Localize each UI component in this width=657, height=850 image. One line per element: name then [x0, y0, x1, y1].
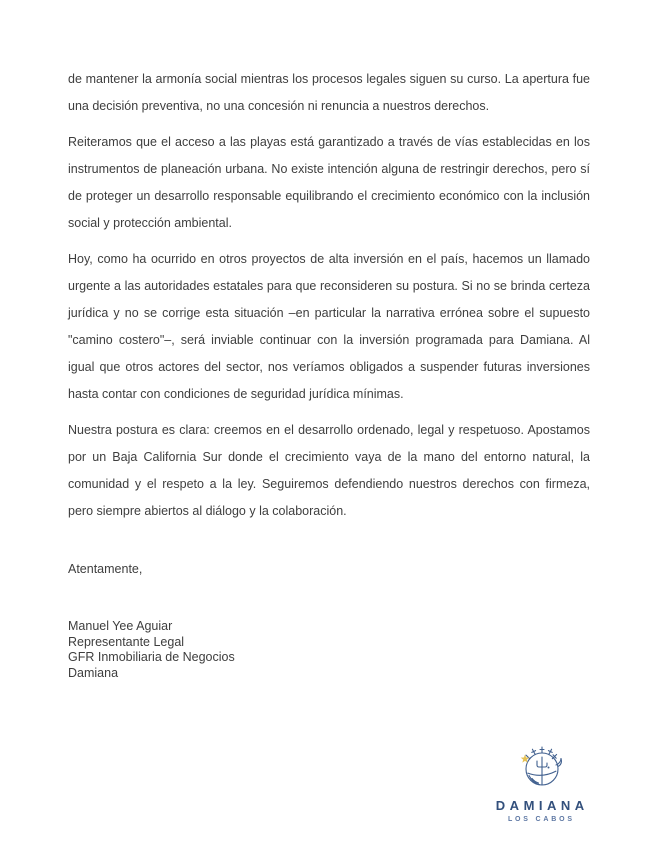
signature-block — [68, 619, 590, 681]
paragraph-4: Nuestra postura es clara: creemos en el desarrollo ordenado, legal y respetuoso. Apostamos por un Baja California Sur donde el crecimiento vaya de la mano del entorno natural, la comunidad y el respeto a la ley. Seguiremos defendiendo nuestros derechos con firmeza, pero siempre abiertos al diálogo y la colaboración. — [68, 423, 590, 518]
damiana-logo — [480, 740, 600, 823]
signatory-name: Manuel Yee Aguiar — [68, 619, 173, 633]
pufferfish-cactus-emblem-icon — [515, 740, 565, 792]
paragraph-1: de mantener la armonía social mientras los procesos legales siguen su curso. La apertura fue una decisión preventiva, no una concesión ni renuncia a nuestros derechos. — [68, 72, 590, 113]
eye — [548, 767, 550, 769]
paragraph-2: Reiteramos que el acceso a las playas está garantizado a través de vías establecidas en los instrumentos de planeación urbana. No existe intención alguna de restringir derechos, pero sí de proteger un desarrollo responsable equilibrando el crecimiento económico con la inclusión social y protección ambiental. — [68, 135, 590, 230]
signatory-project: Damiana — [68, 665, 119, 680]
paragraph-3: Hoy, como ha ocurrido en otros proyectos de alta inversión en el país, hacemos un llamado urgente a las autoridades estatales para que reconsideren su postura. Si no se brinda certeza jurídica y no se corrige esta situación –en particular la narrativa errónea sobre el supuesto "camino costero"–, será inviable continuar con la inversión programada para Damiana. Al igual que otros actores del sector, nos veríamos obligados a suspender futuras inversiones hasta contar con condiciones de seguridad jurídica mínimas. — [68, 252, 590, 401]
logo-location-text: LOS CABOS — [507, 816, 575, 823]
closing-salutation: Atentamente, — [68, 562, 143, 576]
signatory-title: Representante Legal — [68, 634, 185, 649]
letter-body — [68, 66, 590, 681]
signatory-company: GFR Inmobiliaria de Negocios — [68, 650, 235, 664]
logo-brand-text: DAMIANA — [495, 798, 589, 813]
cactus — [537, 757, 547, 771]
